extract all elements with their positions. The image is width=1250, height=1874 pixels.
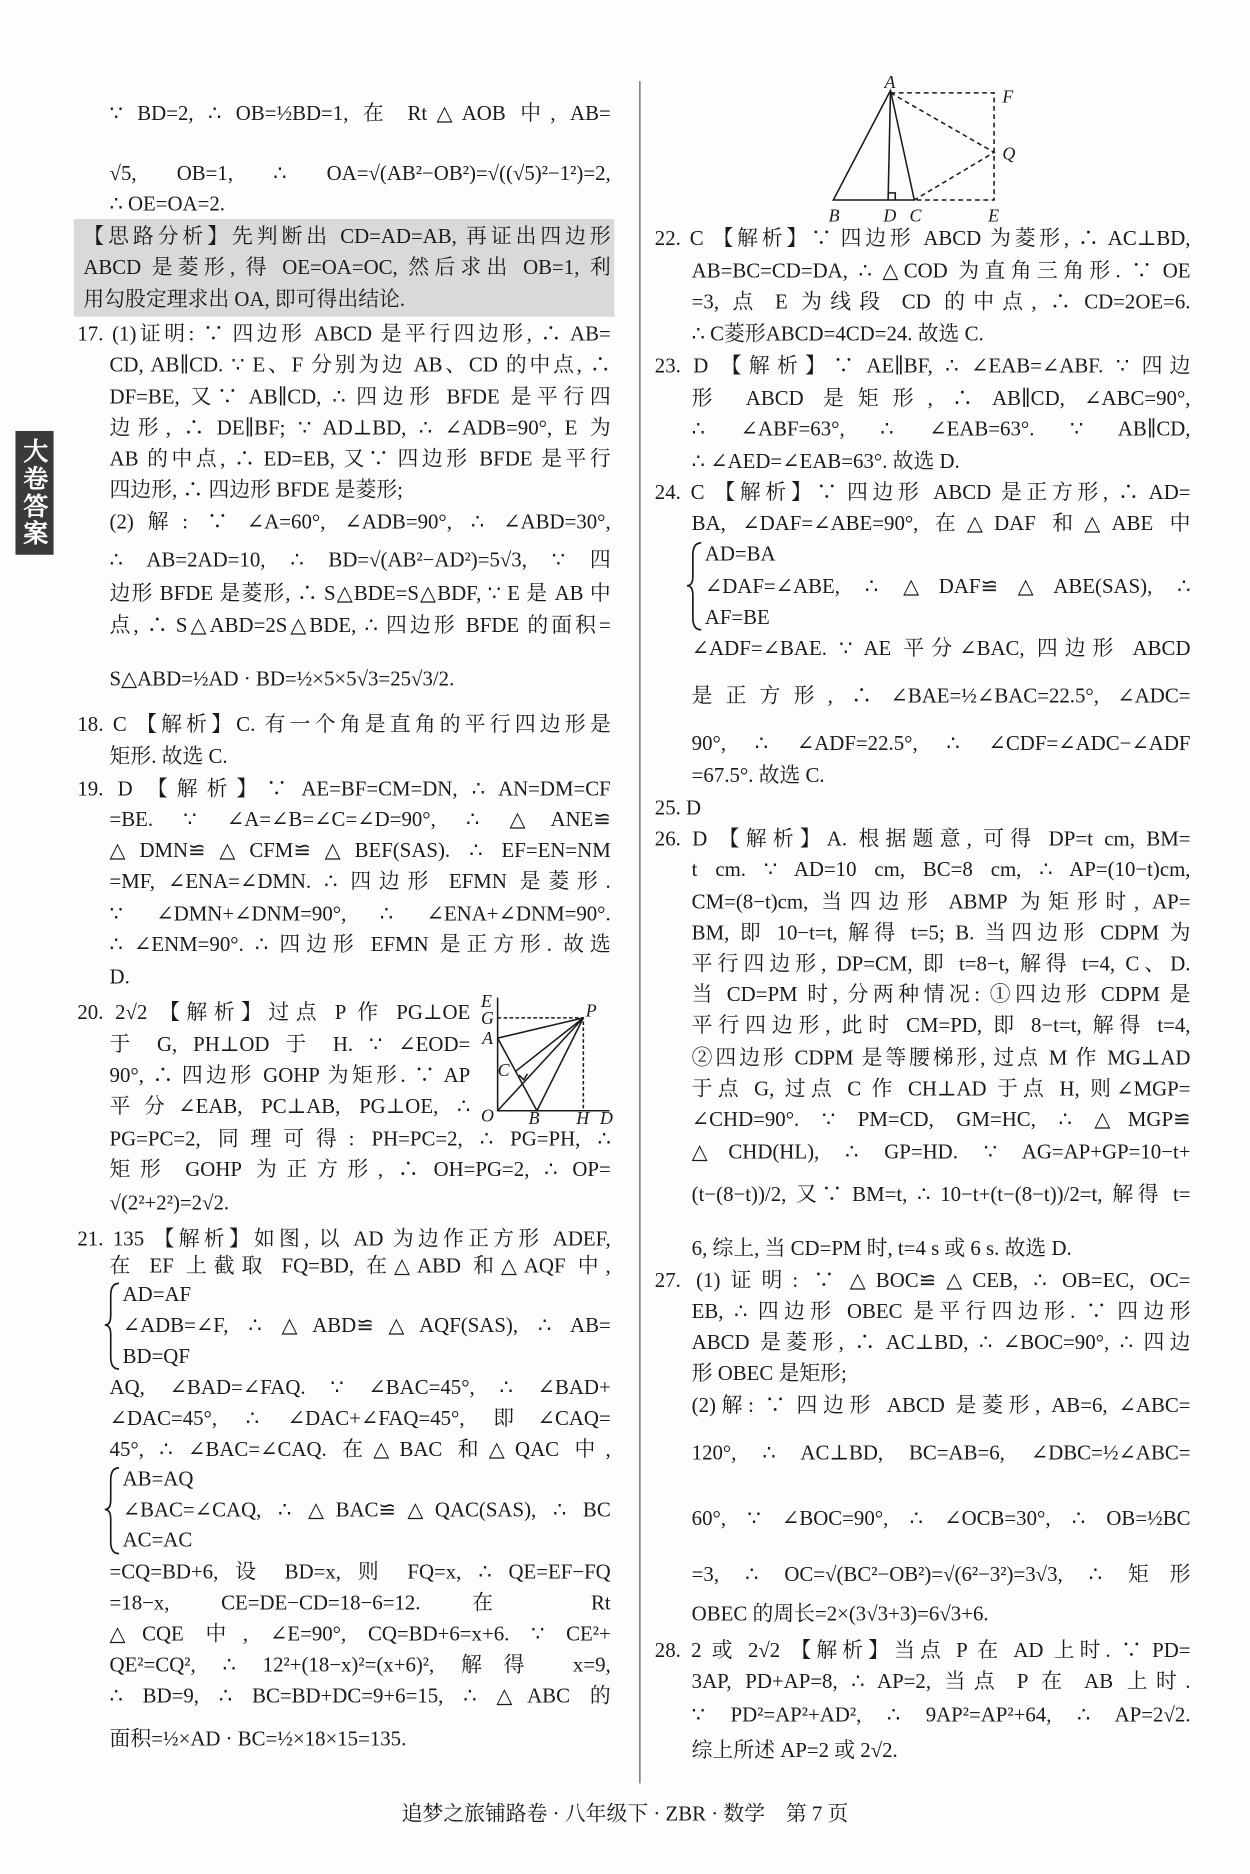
brace-24 bbox=[687, 543, 701, 630]
text-line: 是正方形, ∴ ∠BAE=½∠BAC=22.5°, ∠ADC= bbox=[691, 683, 1191, 708]
text-line: 21. 135 【解析】如图, 以 AD 为边作正方形 ADEF, bbox=[77, 1226, 611, 1251]
text-line: ABCD 是菱形, ∴ AC⊥BD, ∴ ∠BOC=90°, ∴ 四边 bbox=[691, 1329, 1191, 1354]
text-line: ∵ BD=2, ∴ OB=½BD=1, 在 Rt△AOB 中, AB= bbox=[109, 101, 611, 126]
text-line: 平行四边形, 此时 CM=PD, 即 8−t=t, 解得 t=4, bbox=[691, 1013, 1191, 1037]
text-line: √(2²+2²)=2√2. bbox=[109, 1190, 230, 1215]
text-line: ∴ ∠AED=∠EAB=63°. 故选 D. bbox=[691, 448, 960, 473]
label-C: C bbox=[497, 1060, 510, 1081]
text-line: ②四边形 CDPM 是等腰梯形, 过点 M 作 MG⊥AD bbox=[691, 1045, 1191, 1070]
text-line: DF=BE, 又∵ AB∥CD, ∴ 四边形 BFDE 是平行四 bbox=[109, 384, 611, 409]
text-line: EB, ∴ 四边形 OBEC 是平行四边形. ∵ 四边形 bbox=[691, 1298, 1191, 1323]
text-line: 形 OBEC 是矩形; bbox=[691, 1360, 847, 1385]
text-line: 22. C 【解析】∵ 四边形 ABCD 为菱形, ∴ AC⊥BD, bbox=[654, 226, 1191, 251]
text-line: ∠BAC=∠CAQ, ∴ △BAC≌△QAC(SAS), ∴ BC bbox=[122, 1497, 611, 1522]
label-B: B bbox=[828, 205, 840, 226]
text-line: △CQE 中, ∠E=90°, CQ=BD+6=x+6. ∵ CE²+ bbox=[109, 1621, 611, 1646]
text-line: 于 G, PH⊥OD 于 H. ∵ ∠EOD= bbox=[109, 1032, 471, 1056]
text-line: 矩形 GOHP 为正方形, ∴ OH=PG=2, ∴ OP= bbox=[109, 1157, 611, 1181]
text-line: 当 CD=PM 时, 分两种情况: ①四边形 CDPM 是 bbox=[691, 982, 1191, 1006]
text-line: ∵ ∠DMN+∠DNM=90°, ∴ ∠ENA+∠DNM=90°. bbox=[109, 901, 611, 926]
text-line: ∠ADF=∠BAE. ∵ AE 平分∠BAC, 四边形 ABCD bbox=[691, 635, 1191, 660]
text-line: AQ, ∠BAD=∠FAQ. ∵ ∠BAC=45°, ∴ ∠BAD+ bbox=[109, 1375, 611, 1399]
text-line: 28. 2 或 2√2 【解析】当点 P 在 AD 上时. ∵ PD= bbox=[654, 1638, 1191, 1662]
text-line: QE²=CQ², ∴ 12²+(18−x)²=(x+6)², 解得 x=9, bbox=[109, 1652, 611, 1677]
text-line: △CHD(HL), ∴ GP=HD. ∵ AG=AP+GP=10−t+ bbox=[691, 1139, 1191, 1164]
text-line: =BE. ∵ ∠A=∠B=∠C=∠D=90°, ∴ △ANE≌ bbox=[109, 807, 611, 831]
label-E: E bbox=[988, 205, 1000, 226]
text-line: t cm. ∵ AD=10 cm, BC=8 cm, ∴ AP=(10−t)cm, bbox=[691, 857, 1191, 881]
brace-21b bbox=[105, 1468, 119, 1554]
text-line: 于点 G, 过点 C 作 CH⊥AD 于点 H, 则∠MGP= bbox=[691, 1076, 1191, 1101]
text-line: PG=PC=2, 同理可得: PH=PC=2, ∴ PG=PH, ∴ bbox=[109, 1126, 611, 1151]
text-line: D. bbox=[109, 964, 130, 989]
text-line: 17. (1)证明: ∵ 四边形 ABCD 是平行四边形, ∴ AB= bbox=[77, 321, 611, 346]
label-D: D bbox=[883, 205, 897, 226]
text-line: AB=AQ bbox=[122, 1466, 194, 1491]
text-line: 60°, ∵ ∠BOC=90°, ∴ ∠OCB=30°, ∴ OB=½BC bbox=[691, 1505, 1191, 1530]
text-line: 27. (1)证明: ∵ △BOC≌△CEB, ∴ OB=EC, OC= bbox=[654, 1267, 1191, 1292]
text-line: ∴ ∠ENM=90°. ∴ 四边形 EFMN 是正方形. 故选 bbox=[109, 932, 611, 956]
text-line: 平行四边形, DP=CM, 即 t=8−t, 解得 t=4, C、D. bbox=[691, 951, 1191, 976]
text-line: AF=BE bbox=[704, 604, 770, 629]
text-line: 26. D 【解析】A. 根据题意, 可得 DP=t cm, BM= bbox=[654, 826, 1191, 851]
label-B: B bbox=[528, 1107, 540, 1126]
text-line: 【思路分析】先判断出 CD=AD=AB, 再证出四边形 bbox=[83, 223, 611, 248]
text-line: 20. 2√2 【解析】过点 P 作 PG⊥OE bbox=[77, 1000, 471, 1024]
text-line: 25. D bbox=[654, 795, 702, 820]
text-line: 3AP, PD+AP=8, ∴ AP=2, 当点 P 在 AB 上时. bbox=[691, 1669, 1191, 1693]
brace-21a bbox=[105, 1283, 119, 1369]
text-line: 19. D 【解析】∵ AE=BF=CM=DN, ∴ AN=DM=CF bbox=[77, 776, 611, 801]
text-line: 四边形, ∴ 四边形 BFDE 是菱形; bbox=[109, 477, 403, 502]
text-line: AC=AC bbox=[122, 1527, 193, 1552]
side-tab: 大卷答案 bbox=[15, 431, 53, 555]
text-line: 边形, ∴ DE∥BF; ∵ AD⊥BD, ∴ ∠ADB=90°, E 为 bbox=[109, 415, 611, 440]
text-line: ∠DAF=∠ABE, ∴ △DAF≌△ABE(SAS), ∴ bbox=[704, 573, 1191, 598]
text-line: √5, OB=1, ∴ OA=√(AB²−OB²)=√((√5)²−1²)=2, bbox=[109, 160, 611, 185]
text-line: 在 EF 上截取 FQ=BD, 在△ABD 和△AQF 中, bbox=[109, 1253, 611, 1278]
text-line: ∴ OE=OA=2. bbox=[109, 191, 225, 216]
figure-21 bbox=[821, 74, 1035, 229]
text-line: AD=BA bbox=[704, 541, 776, 566]
text-line: BD=QF bbox=[122, 1344, 190, 1368]
text-line: 矩形. 故选 C. bbox=[109, 744, 228, 768]
text-line: (2)解: ∵ ∠A=60°, ∠ADB=90°, ∴ ∠ABD=30°, bbox=[109, 509, 611, 534]
text-line: 平分∠EAB, PC⊥AB, PG⊥OE, ∴ bbox=[109, 1094, 471, 1118]
text-line: 24. C 【解析】∵ 四边形 ABCD 是正方形, ∴ AD= bbox=[654, 479, 1191, 504]
text-line: ∴ ∠ABF=63°, ∴ ∠EAB=63°. ∵ AB∥CD, bbox=[691, 416, 1191, 441]
text-line: 90°, ∴ ∠ADF=22.5°, ∴ ∠CDF=∠ADC−∠ADF bbox=[691, 730, 1191, 755]
text-line: ∠DAC=45°, ∴ ∠DAC+∠FAQ=45°, 即∠CAQ= bbox=[109, 1405, 611, 1430]
text-line: 18. C 【解析】C. 有一个角是直角的平行四边形是 bbox=[77, 711, 611, 736]
text-line: ∠ADB=∠F, ∴ △ABD≌△AQF(SAS), ∴ AB= bbox=[122, 1313, 611, 1337]
text-line: CD, AB∥CD. ∵ E、F 分别为边 AB、CD 的中点, ∴ bbox=[109, 352, 611, 377]
label-F: F bbox=[1002, 86, 1014, 107]
text-line: 面积=½×AD · BC=½×18×15=135. bbox=[109, 1726, 407, 1751]
text-line: BM, 即 10−t=t, 解得 t=5; B. 当四边形 CDPM 为 bbox=[691, 920, 1191, 945]
label-H: H bbox=[576, 1107, 590, 1126]
text-line: =CQ=BD+6, 设 BD=x, 则 FQ=x, ∴ QE=EF−FQ bbox=[109, 1559, 611, 1584]
label-C: C bbox=[909, 205, 922, 226]
text-line: ∵ PD²=AP²+AD², ∴ 9AP²=AP²+64, ∴ AP=2√2. bbox=[691, 1702, 1191, 1727]
text-line: ∠CHD=90°. ∵ PM=CD, GM=HC, ∴ △MGP≌ bbox=[691, 1107, 1191, 1131]
label-A: A bbox=[482, 1028, 494, 1049]
label-E: E bbox=[480, 991, 492, 1012]
text-line: AD=AF bbox=[122, 1282, 192, 1306]
text-line: AB 的中点, ∴ ED=EB, 又∵ 四边形 BFDE 是平行 bbox=[109, 446, 611, 471]
text-line: ∴ BD=9, ∴ BC=BD+DC=9+6=15, ∴ △ABC 的 bbox=[109, 1683, 611, 1708]
text-line: =3, 点 E 为线段 CD 的中点, ∴ CD=2OE=6. bbox=[691, 289, 1191, 314]
label-O: O bbox=[480, 1105, 494, 1126]
text-line: OBEC 的周长=2×(3√3+3)=6√3+6. bbox=[691, 1601, 989, 1626]
text-line: ∴ C菱形ABCD=4CD=24. 故选 C. bbox=[691, 321, 984, 346]
text-line: CM=(8−t)cm, 当四边形 ABMP 为矩形时, AP= bbox=[691, 889, 1191, 914]
text-line: 用勾股定理求出 OA, 即可得出结论. bbox=[83, 286, 406, 311]
text-line: AB=BC=CD=DA, ∴ △COD 为直角三角形. ∵ OE bbox=[691, 258, 1191, 283]
text-line: 综上所述 AP=2 或 2√2. bbox=[691, 1738, 898, 1762]
page-footer: 追梦之旅铺路卷 · 八年级下 · ZBR · 数学 第 7 页 bbox=[401, 1801, 849, 1826]
text-line: ABCD 是菱形, 得 OE=OA=OC, 然后求出 OB=1, 利 bbox=[83, 254, 611, 279]
text-line: S△ABD=½AD · BD=½×5×5√3=25√3/2. bbox=[109, 666, 455, 691]
text-line: 23. D 【解析】∵ AE∥BF, ∴ ∠EAB=∠ABF. ∵ 四边 bbox=[654, 353, 1191, 378]
figure-20 bbox=[476, 988, 619, 1125]
text-line: =67.5°. 故选 C. bbox=[691, 763, 825, 787]
text-line: =MF, ∠ENA=∠DMN. ∴ 四边形 EFMN 是菱形. bbox=[109, 869, 611, 893]
text-line: =3, ∴ OC=√(BC²−OB²)=√(6²−3²)=3√3, ∴ 矩形 bbox=[691, 1561, 1191, 1586]
text-line: 90°, ∴ 四边形 GOHP 为矩形. ∵ AP bbox=[109, 1063, 471, 1087]
text-line: 点, ∴ S△ABD=2S△BDE, ∴ 四边形 BFDE 的面积= bbox=[109, 613, 611, 637]
label-G: G bbox=[480, 1007, 494, 1028]
text-line: 形 ABCD 是矩形, ∴ AB∥CD, ∠ABC=90°, bbox=[691, 385, 1191, 410]
text-line: (2)解: ∵ 四边形 ABCD 是菱形, AB=6, ∠ABC= bbox=[691, 1392, 1191, 1417]
text-line: BA, ∠DAF=∠ABE=90°, 在△DAF 和△ABE 中 bbox=[691, 510, 1191, 535]
text-line: 6, 综上, 当 CD=PM 时, t=4 s 或 6 s. 故选 D. bbox=[691, 1235, 1072, 1260]
text-line: △DMN≌△CFM≌△BEF(SAS). ∴ EF=EN=NM bbox=[109, 838, 611, 862]
text-line: =18−x, CE=DE−CD=18−6=12. 在 Rt bbox=[109, 1590, 611, 1615]
label-Q: Q bbox=[1002, 143, 1016, 164]
label-D: D bbox=[600, 1107, 613, 1126]
text-line: (t−(8−t))/2, 又∵ BM=t, ∴ 10−t+(t−(8−t))/2=t, 解得 t= bbox=[691, 1182, 1191, 1206]
label-P: P bbox=[585, 1000, 597, 1021]
label-A: A bbox=[884, 73, 896, 93]
text-line: 45°, ∴ ∠BAC=∠CAQ. 在△BAC 和△QAC 中, bbox=[109, 1436, 611, 1461]
text-line: 边形 BFDE 是菱形, ∴ S△BDE=S△BDF, ∵ E 是 AB 中 bbox=[109, 580, 611, 605]
text-line: 120°, ∴ AC⊥BD, BC=AB=6, ∠DBC=½∠ABC= bbox=[691, 1440, 1191, 1465]
text-line: ∴ AB=2AD=10, ∴ BD=√(AB²−AD²)=5√3, ∵ 四 bbox=[109, 547, 611, 572]
